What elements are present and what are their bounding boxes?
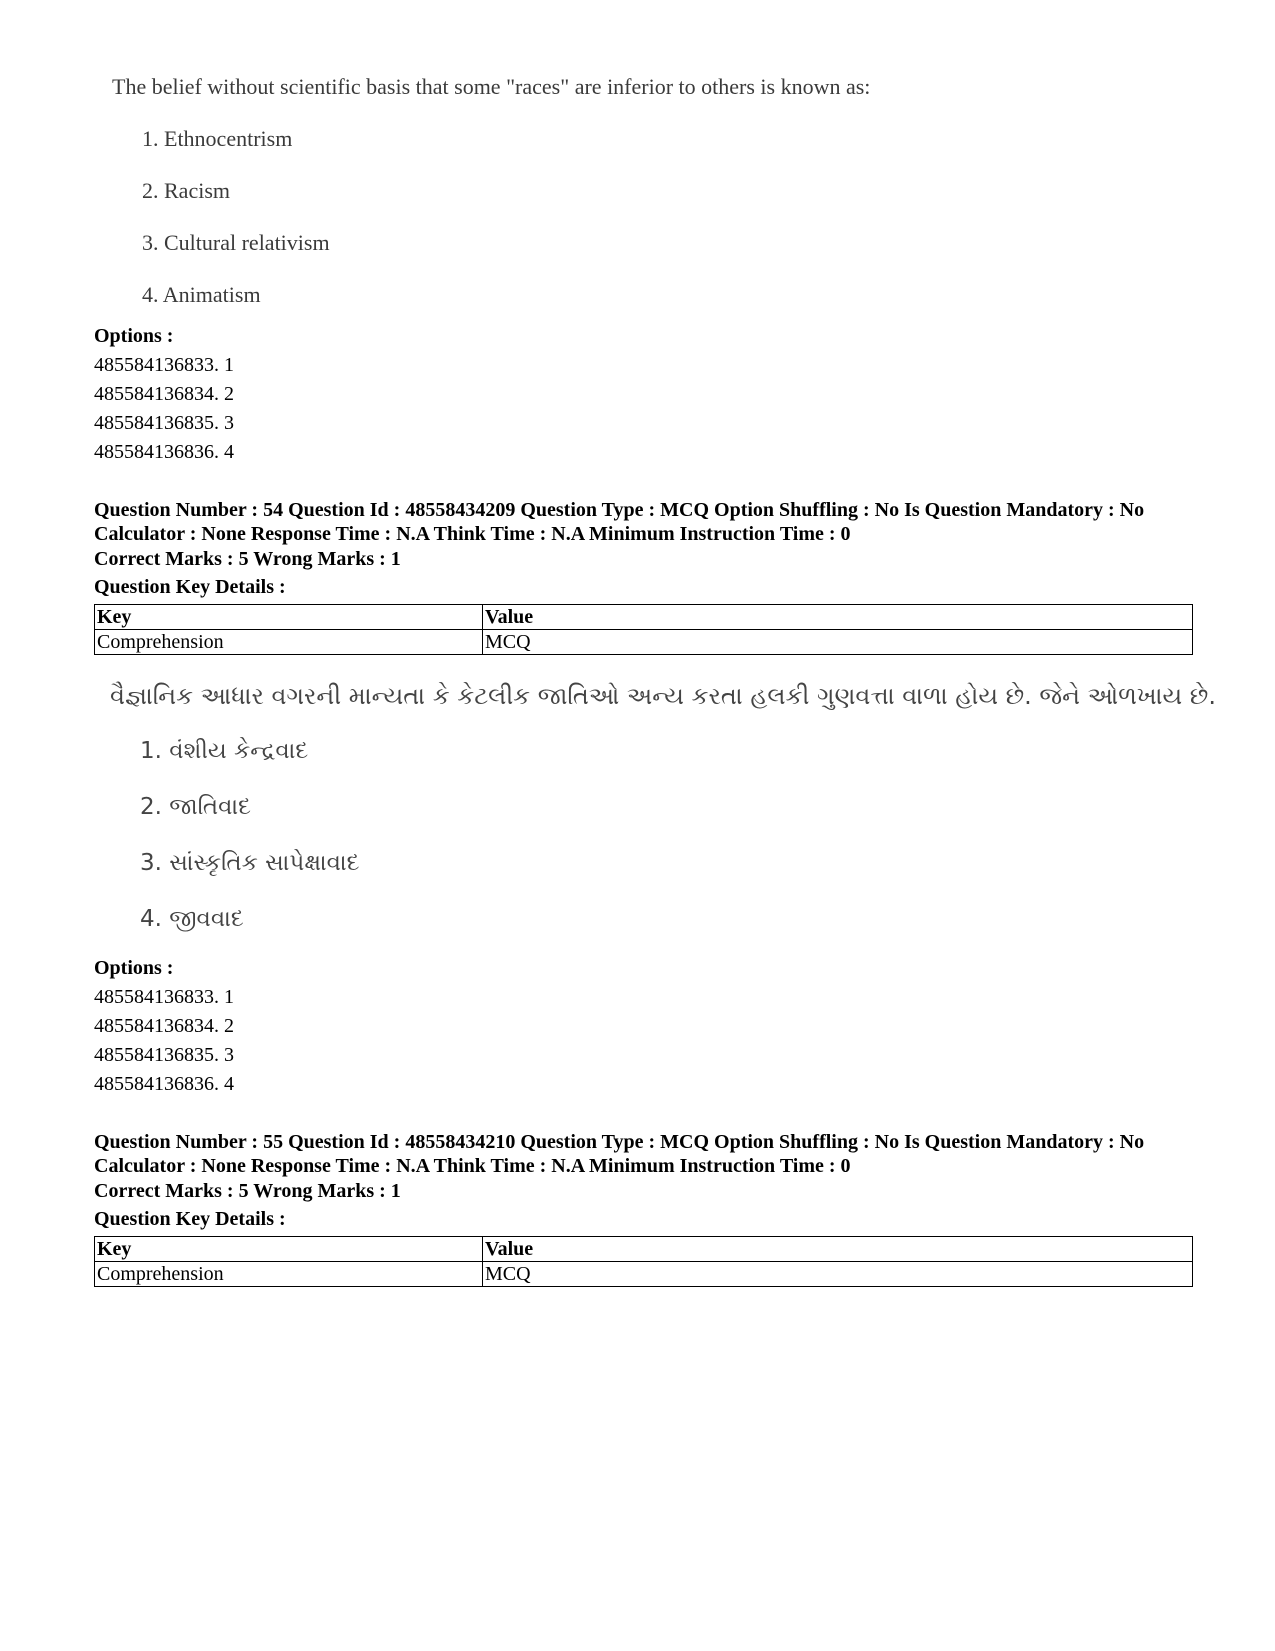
choice-4: 4. જીવવાદ bbox=[140, 906, 244, 932]
cell-value: MCQ bbox=[483, 630, 1193, 655]
options-list-54 bbox=[94, 954, 234, 1099]
header-value: Value bbox=[483, 605, 1193, 630]
question-54-meta: Question Number : 54 Question Id : 48558434209 Question Type : MCQ Option Shuffling : No Is Question Mandatory : No Calculator : None Response Time : N.A Think Time : N.A Minimum Instruction Time : 0 bbox=[94, 499, 1145, 545]
question-stem: વૈજ્ઞાનિક આધાર વગરની માન્યતા કે કેટલીક જાતિઓ અન્ય કરતા હલકી ગુણવત્તા વાળા હોય છે. જેને ઓળખાય છે. bbox=[110, 682, 1216, 710]
cell-key: Comprehension bbox=[95, 1262, 483, 1287]
choice-2: 2. જાતિવાદ bbox=[140, 794, 251, 820]
table-header-row bbox=[95, 1237, 1193, 1262]
option-item: 485584136835. 3 bbox=[94, 412, 234, 434]
cell-value: MCQ bbox=[483, 1262, 1193, 1287]
cell-key: Comprehension bbox=[95, 630, 483, 655]
question-54-key-details-label: Question Key Details : bbox=[94, 576, 286, 598]
choice-4: 4. Animatism bbox=[142, 282, 261, 307]
options-label: Options : bbox=[94, 325, 174, 347]
option-item: 485584136834. 2 bbox=[94, 1015, 234, 1037]
question-54-marks: Correct Marks : 5 Wrong Marks : 1 bbox=[94, 548, 401, 570]
option-item: 485584136833. 1 bbox=[94, 354, 234, 376]
question-55-marks: Correct Marks : 5 Wrong Marks : 1 bbox=[94, 1180, 401, 1202]
question-55-meta: Question Number : 55 Question Id : 48558434210 Question Type : MCQ Option Shuffling : No Is Question Mandatory : No Calculator : None Response Time : N.A Think Time : N.A Minimum Instruction Time : 0 bbox=[94, 1131, 1145, 1177]
table-row bbox=[95, 630, 1193, 655]
question-54-image bbox=[110, 682, 1216, 942]
question-55-key-details-label: Question Key Details : bbox=[94, 1208, 286, 1230]
question-54-key-table bbox=[94, 604, 1193, 655]
options-label: Options : bbox=[94, 957, 174, 979]
options-list-53 bbox=[94, 322, 234, 467]
option-item: 485584136835. 3 bbox=[94, 1044, 234, 1066]
header-value: Value bbox=[483, 1237, 1193, 1262]
choice-2: 2. Racism bbox=[142, 178, 230, 203]
option-item: 485584136836. 4 bbox=[94, 441, 234, 463]
table-row bbox=[95, 1262, 1193, 1287]
header-key: Key bbox=[95, 1237, 483, 1262]
table-header-row bbox=[95, 605, 1193, 630]
choice-3: 3. Cultural relativism bbox=[142, 230, 330, 255]
question-55-key-table bbox=[94, 1236, 1193, 1287]
option-item: 485584136834. 2 bbox=[94, 383, 234, 405]
choice-1: 1. વંશીય કેન્દ્રવાદ bbox=[140, 738, 309, 764]
option-item: 485584136836. 4 bbox=[94, 1073, 234, 1095]
choice-3: 3. સાંસ્કૃતિક સાપેક્ષાવાદ bbox=[140, 850, 360, 876]
option-item: 485584136833. 1 bbox=[94, 986, 234, 1008]
question-stem: The belief without scientific basis that some "races" are inferior to others is known as: bbox=[112, 74, 871, 99]
choice-1: 1. Ethnocentrism bbox=[142, 126, 293, 151]
header-key: Key bbox=[95, 605, 483, 630]
question-53-image bbox=[112, 74, 1112, 314]
